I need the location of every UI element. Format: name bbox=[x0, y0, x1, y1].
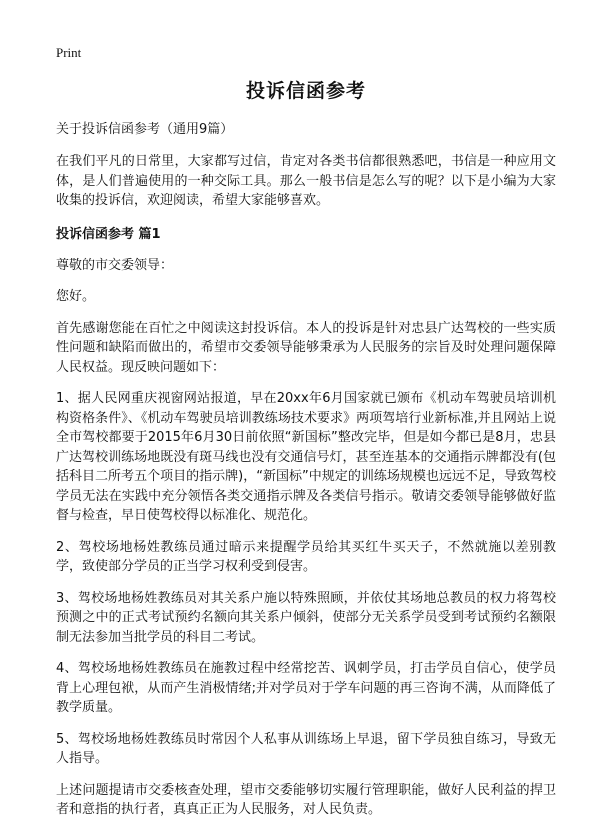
body-paragraph: 首先感谢您能在百忙之中阅读这封投诉信。本人的投诉是针对忠县广达驾校的一些实质性问题和缺陷而做出的，希望市交委领导能够秉承为人民服务的宗旨及时处理问题保障人民权益。现反映问题如下： bbox=[56, 320, 556, 375]
complaint-item-4: 4、驾校场地杨姓教练员在施教过程中经常挖苦、讽刺学员，打击学员自信心，使学员背上心理包袱，从而产生消极情绪;并对学员对于学车问题的再三咨询不满，从而降低了教学质量。 bbox=[56, 661, 556, 715]
print-link[interactable]: Print bbox=[56, 45, 82, 60]
document-subtitle: 关于投诉信函参考（通用9篇） bbox=[56, 122, 234, 137]
intro-paragraph: 在我们平凡的日常里，大家都写过信，肯定对各类书信都很熟悉吧，书信是一种应用文体，是人们普遍使用的一种交际工具。那么一般书信是怎么写的呢？以下是小编为大家收集的投诉信，欢迎阅读，希望大家能够喜欢。 bbox=[56, 154, 556, 208]
complaint-item-3: 3、驾校场地杨姓教练员对其关系户施以特殊照顾，并依仗其场地总教员的权力将驾校预测之中的正式考试预约名额向其关系户倾斜，使部分无关系学员受到考试预约名额限制无法参加当批学员的科目二考试。 bbox=[56, 590, 556, 645]
document-title: 投诉信函参考 bbox=[245, 80, 366, 102]
greeting: 您好。 bbox=[56, 289, 96, 304]
salutation: 尊敬的市交委领导： bbox=[56, 257, 174, 273]
document-body bbox=[56, 72, 556, 832]
complaint-item-5: 5、驾校场地杨姓教练员时常因个人私事从训练场上早退，留下学员独自练习，导致无人指导。 bbox=[56, 731, 556, 766]
section-heading: 投诉信函参考 篇1 bbox=[56, 226, 161, 242]
complaint-item-1: 1、据人民网重庆视窗网站报道，早在20xx年6月国家就已颁布《机动车驾驶员培训机构资格条件》、《机动车驾驶员培训教练场技术要求》两项驾培行业新标准,并且网站上说全市驾校都要于2015年6月30日前依照“新国标”整改完毕，但是如今都已是8月，忠县广达驾校训练场地既没有斑马线也没有交通信号灯，甚至连基本的交通指示牌都没有(包括科目二所考五个项目的指示牌)，“新国标”中规定的训练场规模也远远不足，导致驾校学员无法在实践中充分领悟各类交通指示牌及各类信号指示。敬请交委领导能够做好监督与检查，早日使驾校得以标准化、规范化。 bbox=[56, 391, 556, 523]
complaint-item-2: 2、驾校场地杨姓教练员通过暗示来提醒学员给其买红牛买天子，不然就施以差别教学，致使部分学员的正当学习权利受到侵害。 bbox=[56, 539, 556, 574]
closing-paragraph: 上述问题提请市交委核查处理，望市交委能够切实履行管理职能，做好人民利益的捍卫者和意指的执行者，真真正正为人民服务，对人民负责。 bbox=[56, 782, 556, 817]
